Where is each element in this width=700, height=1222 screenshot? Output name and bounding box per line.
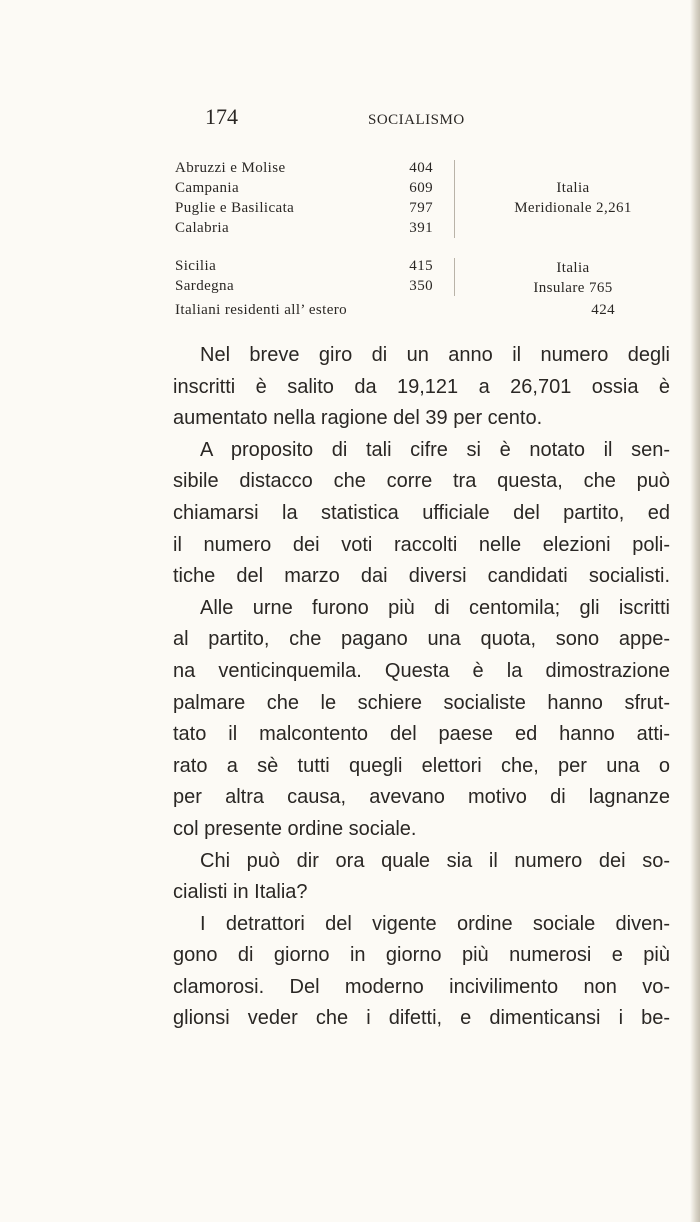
text-line: Chi può dir ora quale sia il numero dei so- xyxy=(200,849,670,872)
region-name: Puglie e Basilicata xyxy=(175,200,295,216)
summary-title: Italia xyxy=(556,180,590,196)
summary-total: Insulare 765 xyxy=(533,280,613,296)
text-line: na venticinquemila. Questa è la dimostrazione xyxy=(173,659,670,682)
text-line: clamorosi. Del moderno incivilimento non vo- xyxy=(173,975,670,998)
text-line: per altra causa, avevano motivo di lagnanze xyxy=(173,786,670,809)
text-line: tato il malcontento del paese ed hanno atti- xyxy=(173,723,670,746)
text-line: inscritti è salito da 19,121 a 26,701 ossia è xyxy=(173,375,670,398)
page-number: 174 xyxy=(205,104,238,129)
text-line: al partito, che pagano una quota, sono appe- xyxy=(173,628,670,651)
table-row xyxy=(175,220,595,240)
running-title: SOCIALISMO xyxy=(368,112,465,128)
membership-table xyxy=(175,160,635,325)
paragraph xyxy=(173,340,670,435)
table-row xyxy=(175,160,595,180)
text-line: gono di giorno in giorno più numerosi e più xyxy=(173,944,670,967)
abroad-label: Italiani residenti all’ estero xyxy=(175,302,348,318)
region-count: 415 xyxy=(409,258,433,274)
region-count: 391 xyxy=(409,220,433,236)
text-line: il numero dei voti raccolti nelle elezioni poli- xyxy=(173,533,670,556)
text-line: chiamarsi la statistica ufficiale del partito, ed xyxy=(173,501,670,524)
group-summary xyxy=(473,258,673,298)
text-line: Alle urne furono più di centomila; gli iscritti xyxy=(200,596,670,619)
text-line: cialisti in Italia? xyxy=(173,881,308,904)
column-divider xyxy=(454,160,455,238)
region-count: 350 xyxy=(409,278,433,294)
text-line: I detrattori del vigente ordine sociale diven- xyxy=(200,912,670,935)
page-header xyxy=(0,104,700,134)
region-name: Abruzzi e Molise xyxy=(175,160,286,176)
group-summary xyxy=(473,178,673,218)
region-count: 797 xyxy=(409,200,433,216)
region-count: 609 xyxy=(409,180,433,196)
summary-total: Meridionale 2,261 xyxy=(514,200,632,216)
text-line: sibile distacco che corre tra questa, che può xyxy=(173,470,670,493)
abroad-count: 424 xyxy=(591,302,615,318)
text-line: tiche del marzo dai diversi candidati socialisti. xyxy=(173,565,670,588)
region-count: 404 xyxy=(409,160,433,176)
text-line: aumentato nella ragione del 39 per cento. xyxy=(173,407,543,430)
summary-title: Italia xyxy=(556,260,590,276)
text-line: rato a sè tutti quegli elettori che, per una o xyxy=(173,754,670,777)
region-name: Campania xyxy=(175,180,240,196)
page-edge xyxy=(690,0,700,1222)
text-line: Nel breve giro di un anno il numero degli xyxy=(200,344,670,366)
region-name: Calabria xyxy=(175,220,230,236)
text-line: A proposito di tali cifre si è notato il sen- xyxy=(200,438,670,461)
body-text xyxy=(173,340,670,1035)
paragraph xyxy=(173,909,670,1035)
text-line: palmare che le schiere socialiste hanno sfrut- xyxy=(173,691,670,714)
paragraph xyxy=(173,435,670,593)
text-line: glionsi veder che i difetti, e dimenticansi i be- xyxy=(173,1007,670,1030)
column-divider xyxy=(454,258,455,296)
paragraph xyxy=(173,846,670,909)
text-line: col presente ordine sociale. xyxy=(173,817,417,840)
region-name: Sardegna xyxy=(175,278,235,294)
paragraph xyxy=(173,593,670,846)
region-name: Sicilia xyxy=(175,258,217,274)
